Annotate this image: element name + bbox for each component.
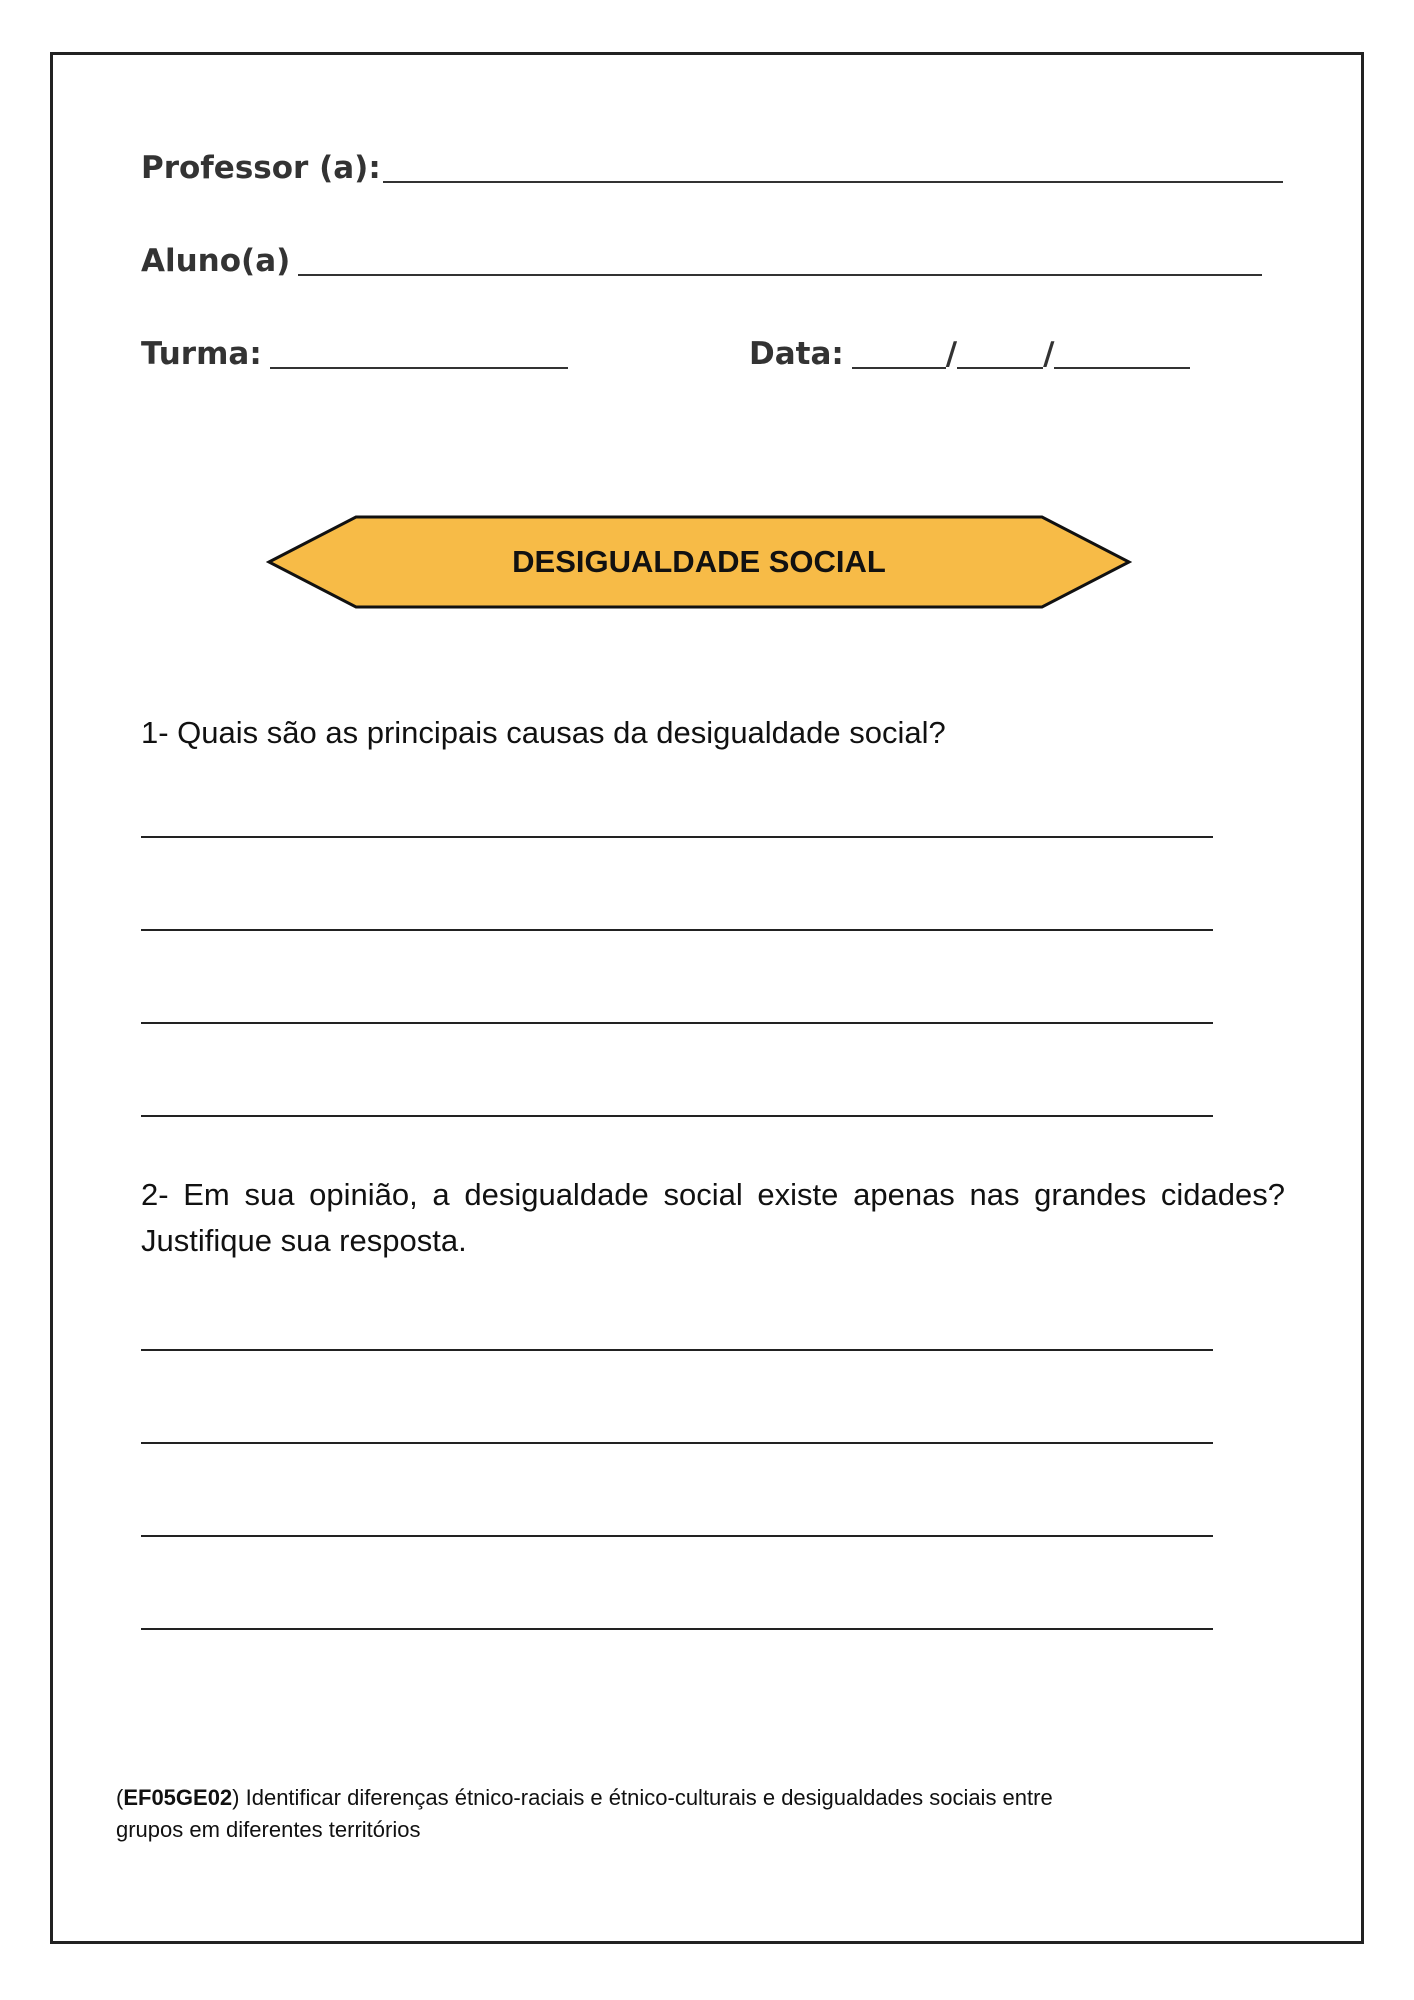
- question-1: 1- Quais são as principais causas da desigualdade social?: [141, 715, 946, 750]
- answer-line[interactable]: [141, 1535, 1213, 1537]
- professor-label: Professor (a):: [141, 150, 381, 186]
- turma-field[interactable]: [141, 336, 568, 372]
- data-month-line[interactable]: [957, 367, 1043, 369]
- data-year-line[interactable]: [1054, 367, 1190, 369]
- skill-code: EF05GE02: [123, 1785, 233, 1810]
- aluno-field[interactable]: [141, 243, 1262, 279]
- data-label: Data:: [749, 336, 844, 372]
- title-banner: [266, 514, 1132, 610]
- answer-line[interactable]: [141, 1442, 1213, 1444]
- turma-label: Turma:: [141, 336, 262, 372]
- skill-footnote: [116, 1782, 1116, 1846]
- answer-line[interactable]: [141, 929, 1213, 931]
- aluno-line[interactable]: [298, 274, 1262, 276]
- skill-description: Identificar diferenças étnico-raciais e étnico-culturais e desigualdades sociais entre grupos em diferentes territórios: [116, 1785, 1053, 1842]
- data-field[interactable]: [749, 336, 1190, 372]
- professor-field[interactable]: [141, 150, 1283, 186]
- turma-line[interactable]: [270, 367, 568, 369]
- footnote-close-paren: ): [232, 1785, 240, 1810]
- professor-line[interactable]: [383, 181, 1283, 183]
- aluno-label: Aluno(a): [141, 243, 291, 279]
- answer-line[interactable]: [141, 1022, 1213, 1024]
- answer-line[interactable]: [141, 1628, 1213, 1630]
- date-separator: /: [945, 336, 958, 372]
- data-day-line[interactable]: [852, 367, 946, 369]
- footnote-open-paren: (: [116, 1785, 124, 1810]
- answer-line[interactable]: [141, 836, 1213, 838]
- answer-line[interactable]: [141, 1115, 1213, 1117]
- date-separator: /: [1043, 336, 1055, 372]
- worksheet-title: DESIGUALDADE SOCIAL: [512, 544, 886, 579]
- question-2: 2- Em sua opinião, a desigualdade social existe apenas nas grandes cidades? Justifique sua resposta.: [141, 1177, 1285, 1258]
- answer-line[interactable]: [141, 1349, 1213, 1351]
